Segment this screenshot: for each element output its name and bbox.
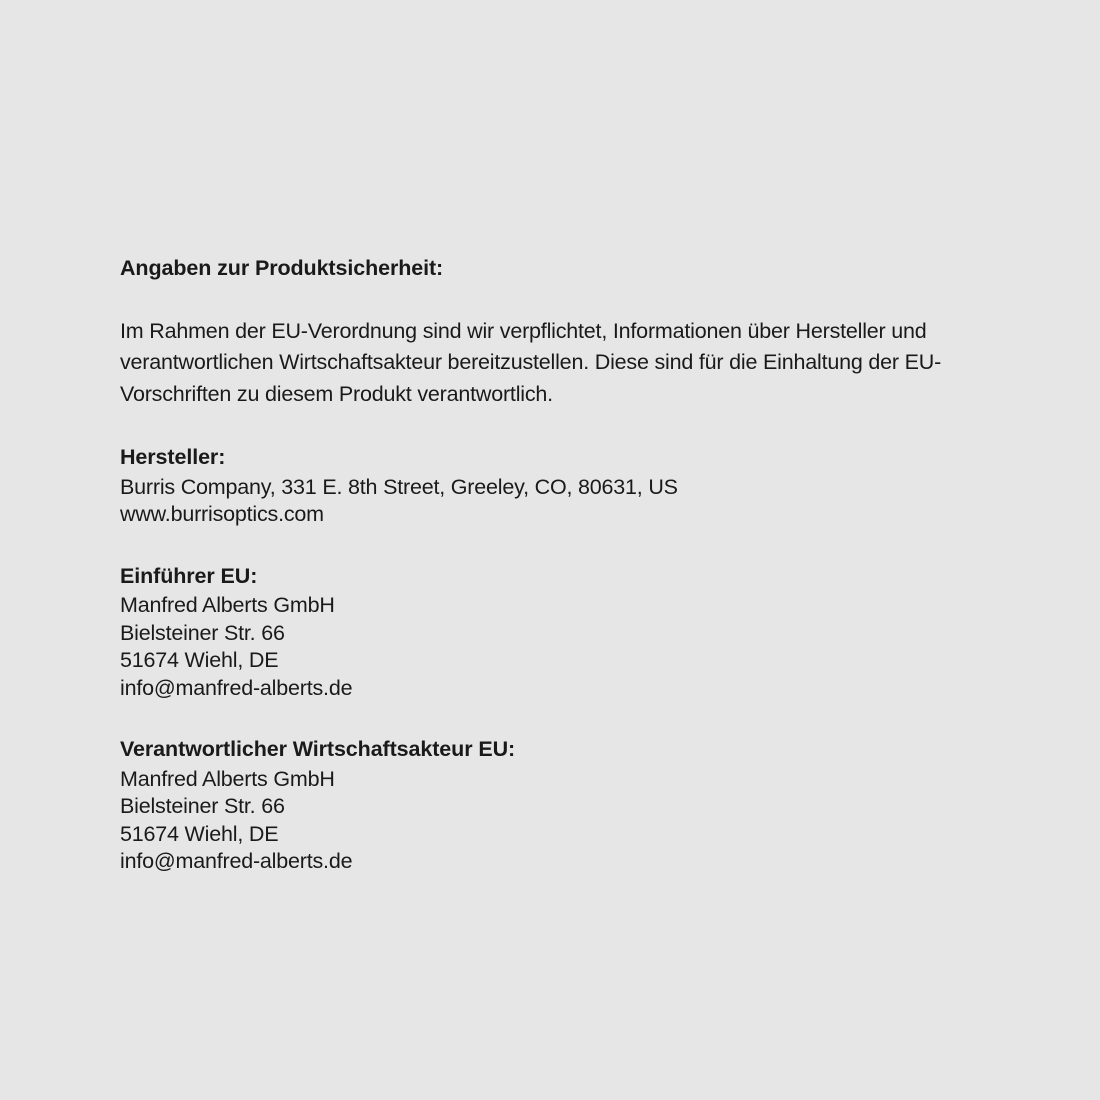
eu-responsible-person-street: Bielsteiner Str. 66 [120,794,285,819]
eu-importer-block [120,563,990,703]
eu-responsible-person-email: info@manfred-alberts.de [120,849,353,874]
eu-importer-email: info@manfred-alberts.de [120,675,353,700]
manufacturer-block [120,444,990,529]
eu-responsible-person-block [120,736,990,876]
eu-responsible-person-title: Verantwortlicher Wirtschaftsakteur EU: [120,737,516,762]
manufacturer-website: www.burrisoptics.com [120,502,324,527]
page-title: Angaben zur Produktsicherheit: [120,256,444,280]
content-column [120,255,990,876]
eu-importer-company: Manfred Alberts GmbH [120,593,335,618]
eu-importer-title: Einführer EU: [120,563,258,588]
eu-importer-city: 51674 Wiehl, DE [120,648,279,673]
manufacturer-address: Burris Company, 331 E. 8th Street, Greeley, CO, 80631, US [120,474,678,499]
intro-paragraph: Im Rahmen der EU-Verordnung sind wir verpflichtet, Informationen über Hersteller und verantwortlichen Wirtschaftsakteur bereitzustellen. Diese sind für die Einhaltung der EU-Vorschriften zu diesem Produkt verantwortlich. [120,318,942,406]
eu-responsible-person-city: 51674 Wiehl, DE [120,821,279,846]
eu-responsible-person-company: Manfred Alberts GmbH [120,766,335,791]
manufacturer-title: Hersteller: [120,445,226,470]
eu-importer-street: Bielsteiner Str. 66 [120,620,285,645]
